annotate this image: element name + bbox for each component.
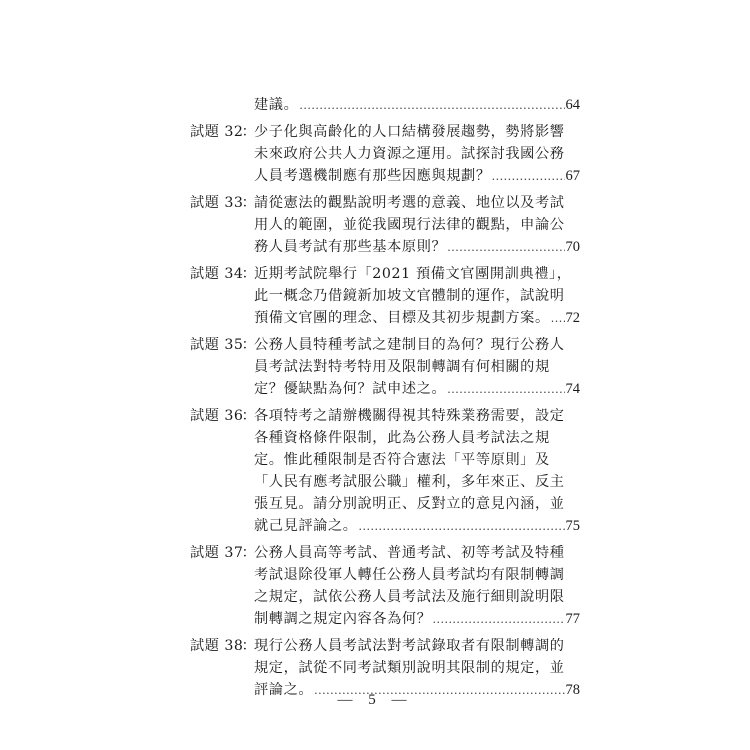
question-text: 「人民有應考試服公職」權利，多年來正、反主 <box>254 474 565 490</box>
question-text: 定。惟此種限制是否符合憲法「平等原則」及 <box>254 452 550 468</box>
toc-line <box>190 493 580 515</box>
toc-line-with-page <box>254 307 580 330</box>
question-label: 試題 37 <box>190 545 244 561</box>
dot-leader <box>447 379 564 401</box>
toc-line <box>190 143 580 165</box>
toc-line <box>190 121 580 143</box>
toc-line-with-page <box>254 378 580 401</box>
label-colon: ： <box>241 195 257 211</box>
toc-line-with-page <box>254 236 580 259</box>
toc-line <box>190 471 580 493</box>
question-text: 之規定，試依公務人員考試法及施行細則說明限 <box>254 589 565 605</box>
question-text: 建議。 <box>254 97 299 113</box>
toc-page-number[interactable]: 77 <box>565 611 580 627</box>
question-text: 務人員考試有那些基本原則？ <box>254 239 447 255</box>
toc-entry <box>190 263 580 329</box>
dot-leader <box>492 166 565 188</box>
question-text: 評論之。 <box>254 682 314 698</box>
question-text: 人員考選機制應有那些因應與規劃？ <box>254 168 491 184</box>
question-text: 員考試法對特考特用及限制轉調有何相關的規 <box>254 359 550 375</box>
toc-entry <box>190 542 580 630</box>
toc-page-number[interactable]: 64 <box>565 97 580 113</box>
toc-line <box>190 449 580 471</box>
toc-line <box>190 263 580 285</box>
toc-entry <box>190 405 580 537</box>
toc-line <box>190 307 580 329</box>
toc-page-number[interactable]: 74 <box>565 381 580 397</box>
dot-leader <box>359 516 565 538</box>
question-text: 張互見。請分別說明正、反對立的意見內涵，並 <box>254 496 565 512</box>
label-colon: ： <box>241 545 257 561</box>
toc-line <box>190 356 580 378</box>
toc-line <box>190 608 580 630</box>
toc-line-with-page <box>254 165 580 188</box>
toc-line <box>190 165 580 187</box>
question-text: 公務人員高等考試、普通考試、初等考試及特種 <box>254 545 565 561</box>
dot-leader <box>551 308 565 330</box>
label-colon: ： <box>241 266 257 282</box>
toc-line <box>190 586 580 608</box>
question-text: 未來政府公共人力資源之運用。試探討我國公務 <box>254 146 565 162</box>
toc-entry <box>190 192 580 258</box>
label-colon: ： <box>241 337 257 353</box>
question-text: 預備文官團的理念、目標及其初步規劃方案。 <box>254 310 550 326</box>
label-colon: ： <box>241 638 257 654</box>
question-text: 現行公務人員考試法對考試錄取者有限制轉調的 <box>254 638 565 654</box>
question-text: 考試退除役軍人轉任公務人員考試均有限制轉調 <box>254 567 565 583</box>
question-text: 此一概念乃借鏡新加坡文官體制的運作，試說明 <box>254 288 565 304</box>
dot-leader <box>432 609 564 631</box>
question-label: 試題 32 <box>190 124 244 140</box>
toc-line <box>190 405 580 427</box>
label-colon: ： <box>241 408 257 424</box>
page-number: — 5 — <box>337 692 413 708</box>
toc-entry <box>190 334 580 400</box>
toc-line <box>190 427 580 449</box>
question-text: 各種資格條件限制，此為公務人員考試法之規 <box>254 430 550 446</box>
question-text: 少子化與高齡化的人口結構發展趨勢，勢將影響 <box>254 124 565 140</box>
toc-line-with-page <box>254 94 580 117</box>
toc-line <box>190 515 580 537</box>
toc-page-number[interactable]: 67 <box>565 168 580 184</box>
toc-line <box>190 236 580 258</box>
question-text: 請從憲法的觀點說明考選的意義、地位以及考試 <box>254 195 565 211</box>
toc-line <box>190 542 580 564</box>
question-text: 規定，試從不同考試類別說明其限制的規定，並 <box>254 660 565 676</box>
question-text: 各項特考之請辦機關得視其特殊業務需要，設定 <box>254 408 565 424</box>
toc-page-number[interactable]: 70 <box>565 239 580 255</box>
toc-line-with-page <box>254 608 580 631</box>
question-text: 用人的範圍，並從我國現行法律的觀點，申論公 <box>254 217 565 233</box>
question-label: 試題 38 <box>190 638 244 654</box>
toc-line <box>190 94 580 116</box>
toc-entry <box>190 121 580 187</box>
question-label: 試題 34 <box>190 266 244 282</box>
question-label: 試題 36 <box>190 408 244 424</box>
toc-line <box>190 657 580 679</box>
toc-line <box>190 334 580 356</box>
toc-page-number[interactable]: 78 <box>565 682 580 698</box>
toc-line <box>190 564 580 586</box>
question-text: 定？優缺點為何？試申述之。 <box>254 381 447 397</box>
toc-entries <box>190 94 580 701</box>
label-colon: ： <box>241 124 257 140</box>
toc-line <box>190 635 580 657</box>
toc-line <box>190 214 580 236</box>
question-label: 試題 35 <box>190 337 244 353</box>
question-text: 近期考試院舉行「2021 預備文官團開訓典禮」， <box>254 266 572 282</box>
toc-page-number[interactable]: 72 <box>565 310 580 326</box>
toc-line <box>190 378 580 400</box>
question-text: 公務人員特種考試之建制目的為何？現行公務人 <box>254 337 565 353</box>
toc-page-number[interactable]: 75 <box>565 518 580 534</box>
question-text: 制轉調之規定內容各為何？ <box>254 611 432 627</box>
dot-leader <box>447 237 564 259</box>
toc-line-with-page <box>254 515 580 538</box>
dot-leader <box>299 95 564 117</box>
question-text: 就己見評論之。 <box>254 518 358 534</box>
toc-line <box>190 192 580 214</box>
toc-line <box>190 285 580 307</box>
question-label: 試題 33 <box>190 195 244 211</box>
toc-entry <box>190 94 580 116</box>
